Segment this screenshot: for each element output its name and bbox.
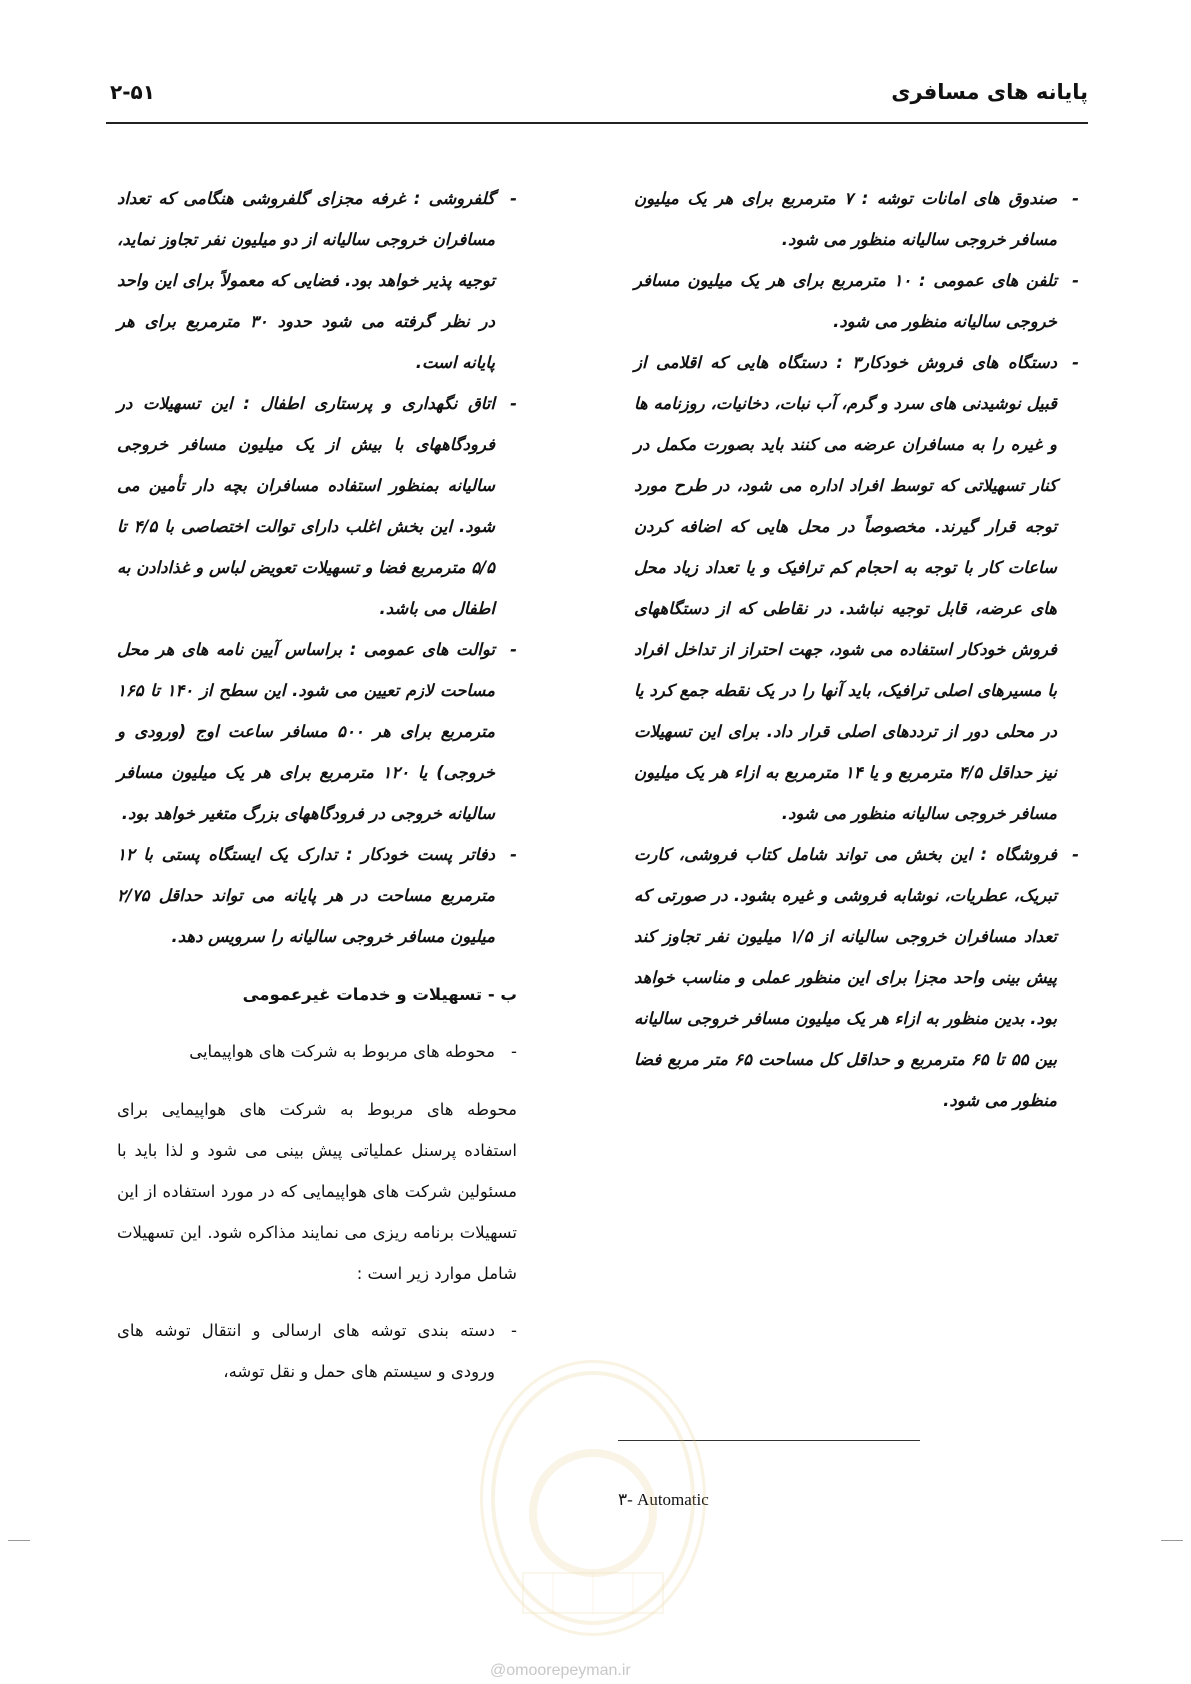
bullet-dash: - (511, 1321, 517, 1340)
page-title: پایانه های مسافری (891, 80, 1088, 104)
bullet-dash: - (511, 1042, 517, 1061)
margin-mark (8, 1540, 30, 1541)
bullet-dash: - (510, 640, 517, 659)
list-item (117, 834, 517, 957)
list-item (634, 178, 1079, 260)
footnote: ۳- Automatic (618, 1490, 709, 1509)
list-item (634, 342, 1079, 834)
watermark-seal-icon (480, 1360, 706, 1636)
list-item (634, 260, 1079, 342)
list-item (634, 834, 1079, 1121)
header-divider (106, 122, 1088, 124)
bullet-dash: - (1072, 271, 1079, 290)
bullet-dash: - (510, 189, 517, 208)
bullet-dash: - (1072, 353, 1079, 372)
right-column (634, 178, 1079, 1121)
item-text: توالت های عمومی : براساس آیین نامه های هر محل مساحت لازم تعیین می شود. این سطح از ۱۴۰ تا ۱۶۵ مترمربع برای هر ۵۰۰ مسافر ساعت اوج (ورودی و خروجی) یا ۱۲۰ مترمربع برای هر یک میلیون مسافر سالیانه خروجی در فرودگاههای بزرگ متغیر خواهد بود. (117, 640, 496, 823)
list-item (117, 629, 517, 834)
item-text: دفاتر پست خودکار : تدارک یک ایستگاه پستی با ۱۲ مترمربع مساحت در هر پایانه می تواند حداقل ۲/۷۵ میلیون مسافر خروجی سالیانه را سرویس دهد. (117, 845, 495, 946)
list-item (117, 178, 517, 383)
item-text: گلفروشی : غرفه مجزای گلفروشی هنگامی که تعداد مسافران خروجی سالیانه از دو میلیون نفر تجاوز نماید، توجیه پذیر خواهد بود. فضایی که معمولاً برای این واحد در نظر گرفته می شود حدود ۳۰ مترمربع برای هر پایانه است. (117, 189, 495, 372)
item-text: دسته بندی توشه های ارسالی و انتقال توشه های ورودی و سیستم های حمل و نقل توشه، (117, 1321, 495, 1381)
item-text: اتاق نگهداری و پرستاری اطفال : این تسهیلات در فرودگاههای با بیش از یک میلیون مسافر خروجی سالیانه بمنظور استفاده مسافران بچه دار تأمین می شود. این بخش اغلب دارای توالت اختصاصی با ۴/۵ تا ۵/۵ مترمربع فضا و تسهیلات تعویض لباس و غذادادن به اطفال می باشد. (117, 394, 495, 618)
left-column (117, 178, 517, 1392)
watermark-url: @omoorepeyman.ir (490, 1662, 631, 1679)
bullet-dash: - (510, 394, 517, 413)
page-number: ۲-۵۱ (110, 80, 155, 104)
item-text: دستگاه های فروش خودکار۳ : دستگاه هایی که اقلامی از قبیل نوشیدنی های سرد و گرم، آب نبات، دخانیات، روزنامه ها و غیره را به مسافران عرضه می کنند باید بصورت مکمل در کنار تسهیلاتی که توسط افراد اداره می شود، در طرح مورد توجه قرار گیرند. مخصوصاً در محل هایی که اضافه کردن ساعات کار با توجه به احجام کم ترافیک و یا تعداد زیاد محل های عرضه، قابل توجیه نباشد. در نقاطی که از دستگاههای فروش خودکار استفاده می شود، جهت احتراز از تداخل افراد با مسیرهای اصلی ترافیک، باید آنها را در یک نقطه جمع کرد یا در محلی دور از ترددهای اصلی قرار داد. برای این تسهیلات نیز حداقل ۴/۵ مترمربع و یا ۱۴ مترمربع به ازاء هر یک میلیون مسافر خروجی سالیانه منظور می شود. (634, 353, 1057, 823)
paragraph: محوطه های مربوط به شرکت های هواپیمایی برای استفاده پرسنل عملیاتی پیش بینی می شود و لذا باید با مسئولین شرکت های هواپیمایی که در مورد استفاده از این تسهیلات برنامه ریزی می نمایند مذاکره شود. این تسهیلات شامل موارد زیر است : (117, 1099, 517, 1283)
item-text: تلفن های عمومی : ۱۰ مترمربع برای هر یک میلیون مسافر خروجی سالیانه منظور می شود. (634, 271, 1057, 331)
bullet-dash: - (510, 845, 517, 864)
list-item (117, 1310, 517, 1392)
seal-graphic (483, 1363, 703, 1633)
bullet-dash: - (1072, 189, 1079, 208)
item-text: محوطه های مربوط به شرکت های هواپیمایی (189, 1042, 495, 1061)
item-text: فروشگاه : این بخش می تواند شامل کتاب فروشی، کارت تبریک، عطریات، نوشابه فروشی و غیره بشود. در صورتی که تعداد مسافران خروجی سالیانه از ۱/۵ میلیون نفر تجاوز کند پیش بینی واحد مجزا برای این منظور عملی و مناسب خواهد بود. بدین منظور به ازاء هر یک میلیون مسافر خروجی سالیانه بین ۵۵ تا ۶۵ مترمربع و حداقل کل مساحت ۶۵ متر مربع فضا منظور می شود. (634, 845, 1058, 1110)
subsection-heading (117, 1031, 517, 1072)
item-text: صندوق های امانات توشه : ۷ مترمربع برای هر یک میلیون مسافر خروجی سالیانه منظور می شود. (634, 189, 1057, 249)
section-heading: ب - تسهیلات و خدمات غیرعمومی (242, 984, 517, 1004)
bullet-dash: - (1072, 845, 1079, 864)
list-item (117, 383, 517, 629)
margin-mark (1161, 1540, 1183, 1541)
